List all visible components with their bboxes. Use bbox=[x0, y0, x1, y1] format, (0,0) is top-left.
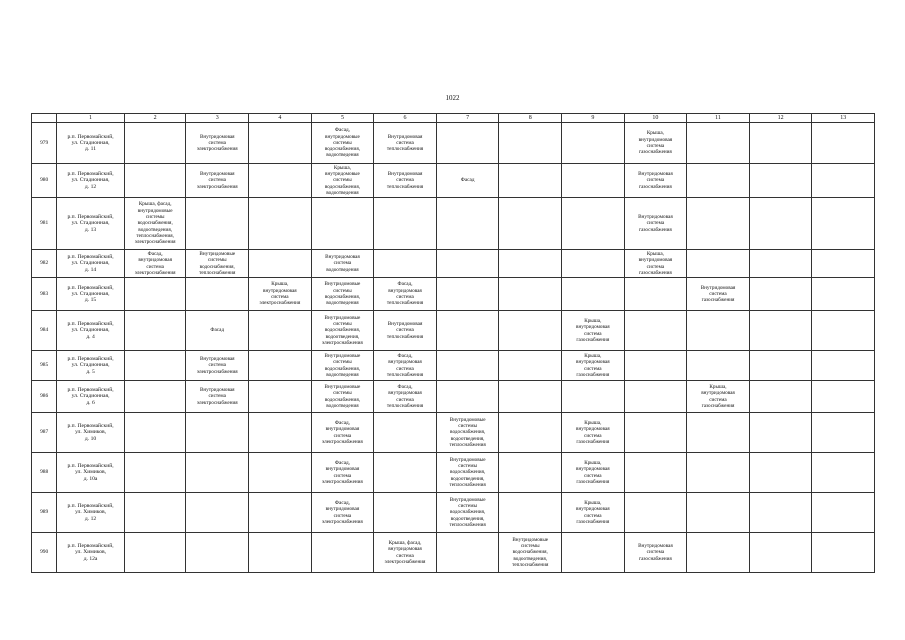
header-cell-blank bbox=[32, 114, 57, 123]
work-cell bbox=[687, 123, 750, 164]
work-cell: Крыша, внутридомовая система газоснабжения bbox=[562, 453, 625, 493]
work-cell bbox=[812, 278, 875, 311]
address-cell: р.п. Первомайский, ул. Химиков, д. 12а bbox=[57, 533, 125, 573]
work-cell: Крыша, внутридомовая система газоснабжения bbox=[562, 413, 625, 453]
work-cell bbox=[749, 311, 812, 351]
work-cell: Фасад, внутридомовая система электроснабжения bbox=[311, 413, 374, 453]
work-cell: Внутридомовая система газоснабжения bbox=[687, 278, 750, 311]
work-cell bbox=[249, 381, 312, 413]
work-cell bbox=[249, 413, 312, 453]
header-row bbox=[32, 114, 875, 123]
work-cell: Внутридомовая система водоотведения bbox=[311, 250, 374, 278]
work-cell bbox=[374, 413, 437, 453]
address-cell: р.п. Первомайский, ул. Стадионная, д. 5 bbox=[57, 351, 125, 381]
table-row bbox=[32, 453, 875, 493]
row-number-cell: 990 bbox=[32, 533, 57, 573]
work-cell bbox=[812, 533, 875, 573]
column-number-header: 1 bbox=[57, 114, 125, 123]
work-cell bbox=[749, 278, 812, 311]
address-cell: р.п. Первомайский, ул. Химиков, д. 10а bbox=[57, 453, 125, 493]
work-cell bbox=[749, 453, 812, 493]
work-cell bbox=[124, 413, 186, 453]
work-cell bbox=[749, 381, 812, 413]
work-cell: Внутридомовые системы водоснабжения, водоотведения, электроснабжения bbox=[311, 311, 374, 351]
work-cell bbox=[687, 413, 750, 453]
work-cell bbox=[624, 381, 687, 413]
work-cell bbox=[249, 198, 312, 250]
work-cell bbox=[812, 250, 875, 278]
work-cell bbox=[124, 453, 186, 493]
table-row bbox=[32, 381, 875, 413]
work-cell: Крыша, фасад, внутридомовая система электроснабжения bbox=[374, 533, 437, 573]
row-number-cell: 981 bbox=[32, 198, 57, 250]
work-cell bbox=[374, 493, 437, 533]
work-cell bbox=[687, 250, 750, 278]
column-number-header: 5 bbox=[311, 114, 374, 123]
address-cell: р.п. Первомайский, ул. Стадионная, д. 13 bbox=[57, 198, 125, 250]
work-cell bbox=[249, 123, 312, 164]
work-cell: Крыша, фасад, внутридомовые системы водоснабжения, водоотведения, теплоснабжения, электроснабжения bbox=[124, 198, 186, 250]
work-cell bbox=[311, 533, 374, 573]
work-cell bbox=[812, 198, 875, 250]
work-cell bbox=[812, 311, 875, 351]
work-cell bbox=[687, 198, 750, 250]
address-cell: р.п. Первомайский, ул. Стадионная, д. 15 bbox=[57, 278, 125, 311]
column-number-header: 2 bbox=[124, 114, 186, 123]
work-cell bbox=[436, 278, 499, 311]
work-cell bbox=[186, 453, 249, 493]
work-cell bbox=[749, 123, 812, 164]
work-cell bbox=[249, 311, 312, 351]
work-cell bbox=[311, 198, 374, 250]
work-cell bbox=[812, 351, 875, 381]
work-cell bbox=[249, 164, 312, 198]
work-cell bbox=[186, 533, 249, 573]
work-cell bbox=[499, 198, 562, 250]
work-cell bbox=[687, 351, 750, 381]
work-cell bbox=[624, 278, 687, 311]
table-row bbox=[32, 311, 875, 351]
work-cell bbox=[749, 164, 812, 198]
work-cell: Фасад, внутридомовая система теплоснабжения bbox=[374, 278, 437, 311]
work-cell bbox=[499, 311, 562, 351]
work-cell bbox=[749, 198, 812, 250]
work-cell bbox=[436, 250, 499, 278]
work-cell bbox=[687, 311, 750, 351]
work-cell: Фасад, внутридомовая система электроснабжения bbox=[311, 453, 374, 493]
row-number-cell: 984 bbox=[32, 311, 57, 351]
column-number-header: 11 bbox=[687, 114, 750, 123]
work-cell: Внутридомовая система электроснабжения bbox=[186, 381, 249, 413]
work-cell bbox=[124, 123, 186, 164]
work-cell bbox=[812, 453, 875, 493]
work-cell bbox=[812, 493, 875, 533]
address-cell: р.п. Первомайский, ул. Стадионная, д. 12 bbox=[57, 164, 125, 198]
table-body bbox=[32, 123, 875, 573]
work-cell: Внутридомовые системы водоснабжения, водоотведения, теплоснабжения bbox=[436, 453, 499, 493]
table-row bbox=[32, 351, 875, 381]
work-cell bbox=[249, 453, 312, 493]
work-cell bbox=[499, 453, 562, 493]
work-cell bbox=[186, 198, 249, 250]
work-cell: Фасад, внутридомовая система теплоснабжения bbox=[374, 351, 437, 381]
work-cell: Крыша, внутридомовая система газоснабжения bbox=[562, 351, 625, 381]
work-cell bbox=[624, 351, 687, 381]
work-cell: Внутридомовые системы водоснабжения, водоотведения, теплоснабжения bbox=[499, 533, 562, 573]
work-cell bbox=[562, 381, 625, 413]
row-number-cell: 980 bbox=[32, 164, 57, 198]
column-number-header: 3 bbox=[186, 114, 249, 123]
work-cell bbox=[562, 164, 625, 198]
work-cell bbox=[499, 164, 562, 198]
column-number-header: 9 bbox=[562, 114, 625, 123]
address-cell: р.п. Первомайский, ул. Химиков, д. 12 bbox=[57, 493, 125, 533]
work-cell bbox=[812, 413, 875, 453]
table-row bbox=[32, 250, 875, 278]
work-cell bbox=[186, 413, 249, 453]
work-cell bbox=[374, 198, 437, 250]
work-cell: Внутридомовые системы водоснабжения, водоотведения bbox=[311, 381, 374, 413]
address-cell: р.п. Первомайский, ул. Стадионная, д. 6 bbox=[57, 381, 125, 413]
work-cell bbox=[749, 533, 812, 573]
page-number: 1022 bbox=[445, 94, 460, 102]
work-cell bbox=[124, 164, 186, 198]
table-row bbox=[32, 123, 875, 164]
work-cell bbox=[374, 250, 437, 278]
work-cell bbox=[687, 164, 750, 198]
work-cell bbox=[624, 453, 687, 493]
table-row bbox=[32, 164, 875, 198]
address-cell: р.п. Первомайский, ул. Стадионная, д. 14 bbox=[57, 250, 125, 278]
work-cell: Внутридомовая система теплоснабжения bbox=[374, 311, 437, 351]
work-cell: Внутридомовые системы водоснабжения, теплоснабжения bbox=[186, 250, 249, 278]
column-number-header: 10 bbox=[624, 114, 687, 123]
work-cell: Внутридомовые системы водоснабжения, водоотведения, теплоснабжения bbox=[436, 493, 499, 533]
table-row bbox=[32, 533, 875, 573]
work-cell bbox=[249, 250, 312, 278]
row-number-cell: 986 bbox=[32, 381, 57, 413]
work-cell: Крыша, внутридомовые системы водоснабжения, водоотведения bbox=[311, 164, 374, 198]
work-cell bbox=[624, 413, 687, 453]
table-row bbox=[32, 413, 875, 453]
column-number-header: 8 bbox=[499, 114, 562, 123]
work-cell bbox=[562, 198, 625, 250]
work-cell: Внутридомовая система теплоснабжения bbox=[374, 164, 437, 198]
work-cell bbox=[749, 493, 812, 533]
work-cell bbox=[124, 533, 186, 573]
work-cell bbox=[749, 250, 812, 278]
work-cell bbox=[249, 533, 312, 573]
work-cell bbox=[624, 493, 687, 533]
work-cell bbox=[562, 278, 625, 311]
row-number-cell: 983 bbox=[32, 278, 57, 311]
work-cell bbox=[499, 413, 562, 453]
work-cell: Крыша, внутридомовая система газоснабжения bbox=[624, 250, 687, 278]
work-cell bbox=[124, 493, 186, 533]
work-cell bbox=[624, 311, 687, 351]
work-cell: Фасад, внутридомовая система теплоснабжения bbox=[374, 381, 437, 413]
work-cell: Внутридомовая система электроснабжения bbox=[186, 123, 249, 164]
work-cell bbox=[499, 278, 562, 311]
work-cell bbox=[249, 351, 312, 381]
work-cell bbox=[499, 123, 562, 164]
work-cell: Крыша, внутридомовая система газоснабжения bbox=[562, 493, 625, 533]
work-cell: Внутридомовая система электроснабжения bbox=[186, 164, 249, 198]
work-cell bbox=[436, 198, 499, 250]
address-cell: р.п. Первомайский, ул. Стадионная, д. 11 bbox=[57, 123, 125, 164]
work-cell bbox=[499, 493, 562, 533]
row-number-cell: 979 bbox=[32, 123, 57, 164]
table-row bbox=[32, 278, 875, 311]
work-cell bbox=[124, 351, 186, 381]
row-number-cell: 982 bbox=[32, 250, 57, 278]
work-cell: Внутридомовая система газоснабжения bbox=[624, 533, 687, 573]
work-cell: Фасад, внутридомовые системы водоснабжения, водоотведения bbox=[311, 123, 374, 164]
column-number-header: 12 bbox=[749, 114, 812, 123]
work-cell: Фасад, внутридомовая система электроснабжения bbox=[124, 250, 186, 278]
work-cell bbox=[812, 164, 875, 198]
work-cell bbox=[124, 278, 186, 311]
work-cell bbox=[436, 351, 499, 381]
row-number-cell: 985 bbox=[32, 351, 57, 381]
work-cell bbox=[812, 123, 875, 164]
work-cell bbox=[749, 351, 812, 381]
column-number-header: 13 bbox=[812, 114, 875, 123]
work-cell: Фасад, внутридомовая система электроснабжения bbox=[311, 493, 374, 533]
work-cell: Внутридомовая система теплоснабжения bbox=[374, 123, 437, 164]
work-cell bbox=[124, 311, 186, 351]
work-cell: Внутридомовые системы водоснабжения, водоотведения bbox=[311, 278, 374, 311]
column-number-header: 6 bbox=[374, 114, 437, 123]
work-cell: Фасад bbox=[436, 164, 499, 198]
table-row bbox=[32, 493, 875, 533]
work-cell bbox=[499, 351, 562, 381]
work-cell bbox=[436, 311, 499, 351]
column-number-header: 4 bbox=[249, 114, 312, 123]
row-number-cell: 988 bbox=[32, 453, 57, 493]
work-cell bbox=[436, 123, 499, 164]
work-cell: Фасад bbox=[186, 311, 249, 351]
work-cell bbox=[687, 453, 750, 493]
row-number-cell: 987 bbox=[32, 413, 57, 453]
work-cell bbox=[749, 413, 812, 453]
work-cell: Внутридомовые системы водоснабжения, водоотведения, теплоснабжения bbox=[436, 413, 499, 453]
work-cell bbox=[562, 123, 625, 164]
work-cell bbox=[436, 533, 499, 573]
work-cell bbox=[186, 278, 249, 311]
work-cell bbox=[249, 493, 312, 533]
work-cell bbox=[436, 381, 499, 413]
work-cell: Внутридомовая система газоснабжения bbox=[624, 198, 687, 250]
address-cell: р.п. Первомайский, ул. Химиков, д. 10 bbox=[57, 413, 125, 453]
address-cell: р.п. Первомайский, ул. Стадионная, д. 4 bbox=[57, 311, 125, 351]
work-cell: Внутридомовая система электроснабжения bbox=[186, 351, 249, 381]
work-cell bbox=[687, 493, 750, 533]
work-cell bbox=[186, 493, 249, 533]
work-cell: Внутридомовая система газоснабжения bbox=[624, 164, 687, 198]
column-number-header: 7 bbox=[436, 114, 499, 123]
work-cell bbox=[562, 250, 625, 278]
work-cell bbox=[124, 381, 186, 413]
work-cell bbox=[687, 533, 750, 573]
work-cell bbox=[499, 381, 562, 413]
work-cell: Крыша, внутридомовая система газоснабжения bbox=[624, 123, 687, 164]
work-cell: Внутридомовые системы водоснабжения, водоотведения bbox=[311, 351, 374, 381]
work-cell bbox=[562, 533, 625, 573]
work-cell: Крыша, внутридомовая система газоснабжения bbox=[562, 311, 625, 351]
work-cell bbox=[499, 250, 562, 278]
row-number-cell: 989 bbox=[32, 493, 57, 533]
work-cell: Крыша, внутридомовая система электроснабжения bbox=[249, 278, 312, 311]
work-cell: Крыша, внутридомовая система газоснабжения bbox=[687, 381, 750, 413]
work-cell bbox=[374, 453, 437, 493]
table-row bbox=[32, 198, 875, 250]
works-table bbox=[31, 113, 875, 573]
work-cell bbox=[812, 381, 875, 413]
